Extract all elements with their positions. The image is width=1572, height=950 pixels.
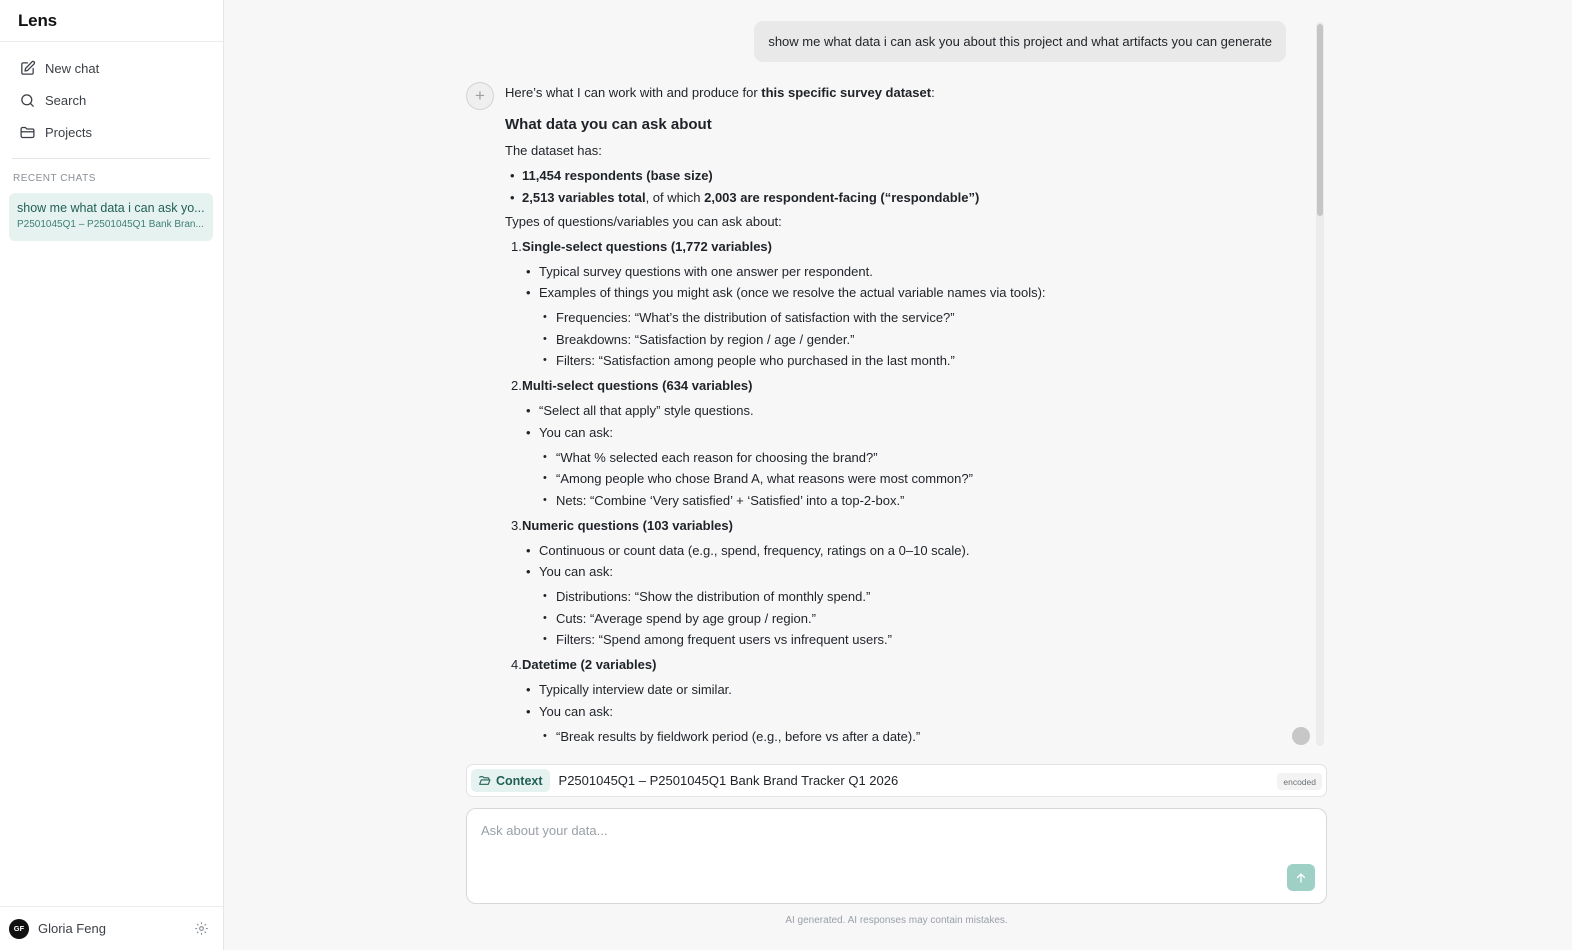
question-type-title: Multi-select questions (634 variables) — [522, 378, 753, 393]
example-item: • Distributions: “Show the distribution of monthly spend.” — [539, 588, 1295, 605]
context-chip[interactable] — [471, 769, 550, 792]
question-type-bullets — [505, 542, 1295, 649]
bullet-text: “Select all that apply” style questions. — [539, 403, 754, 418]
list-number: 4. — [511, 657, 522, 672]
gear-icon[interactable] — [194, 921, 209, 936]
example-item: • Breakdowns: “Satisfaction by region / age / gender.” — [539, 331, 1295, 348]
list-number: 1. — [511, 238, 522, 254]
status-badge: encoded — [1277, 773, 1322, 790]
recent-chats-heading: RECENT CHATS — [13, 173, 96, 184]
question-type-heading — [505, 377, 1295, 394]
answer-heading: What data you can ask about — [505, 116, 712, 133]
question-type-item — [505, 377, 1295, 509]
question-type-item — [505, 656, 1295, 745]
bullet-text: Typical survey questions with one answer per respondent. — [539, 263, 873, 279]
list-item — [522, 424, 1295, 509]
plus-icon: + — [475, 86, 485, 105]
question-type-heading — [505, 238, 1295, 255]
fact-bold: 2,513 variables total — [522, 189, 646, 205]
answer-intro — [505, 84, 1295, 101]
fact-bold: 11,454 respondents (base size) — [522, 168, 713, 183]
user-name: Gloria Feng — [38, 921, 106, 936]
context-label: Context — [496, 773, 543, 788]
recent-chat-title: show me what data i can ask yo... — [17, 201, 205, 215]
arrow-up-icon — [1295, 872, 1307, 884]
intro-text: Here’s what I can work with and produce for — [505, 85, 762, 100]
bullet-text: Examples of things you might ask (once we resolve the actual variable names via tools): — [539, 285, 1046, 300]
question-type-heading — [505, 656, 1295, 673]
recent-chat-item[interactable] — [9, 193, 213, 241]
types-list — [505, 238, 1295, 745]
user-bar — [0, 906, 223, 950]
send-button[interactable] — [1287, 864, 1315, 891]
app-logo: Lens — [18, 11, 57, 30]
new-chat-button[interactable] — [10, 54, 214, 82]
disclaimer: AI generated. AI responses may contain mistakes. — [785, 915, 1008, 926]
sidebar — [0, 0, 224, 950]
recent-chat-subtitle: P2501045Q1 – P2501045Q1 Bank Bran... — [17, 219, 204, 230]
question-type-title: Single-select questions (1,772 variables) — [522, 238, 772, 254]
list-item — [505, 167, 1295, 184]
question-type-title: Numeric questions (103 variables) — [522, 517, 733, 533]
search-button[interactable] — [10, 86, 214, 114]
fact-bold: 2,003 are respondent-facing (“respondable”) — [704, 189, 980, 205]
bullet-text: You can ask: — [539, 564, 613, 579]
question-type-item — [505, 238, 1295, 370]
example-item: • “Break results by fieldwork period (e.g., before vs after a date).” — [539, 728, 1295, 745]
list-number: 3. — [511, 517, 522, 533]
search-label: Search — [45, 92, 87, 108]
divider — [12, 158, 210, 159]
question-type-bullets — [505, 681, 1295, 745]
bullet-text: Typically interview date or similar. — [539, 682, 732, 697]
example-item: • Filters: “Spend among frequent users vs infrequent users.” — [539, 631, 1295, 648]
dataset-has: The dataset has: — [505, 143, 602, 158]
chat-scroll-area — [224, 0, 1572, 748]
question-type-bullets — [505, 263, 1295, 370]
list-item — [522, 263, 1295, 280]
assistant-message — [505, 84, 1295, 748]
bullet-text: You can ask: — [539, 703, 613, 719]
folder-icon — [19, 124, 36, 141]
folder-open-icon — [478, 774, 491, 787]
list-item — [505, 189, 1295, 206]
list-number: 2. — [511, 378, 522, 393]
avatar[interactable]: GF — [9, 919, 29, 939]
context-project-name: P2501045Q1 – P2501045Q1 Bank Brand Tracker Q1 2026 — [558, 773, 899, 788]
intro-punct: : — [931, 85, 935, 100]
bullet-text: Continuous or count data (e.g., spend, frequency, ratings on a 0–10 scale). — [539, 542, 970, 558]
list-item — [522, 402, 1295, 419]
divider — [0, 41, 223, 42]
example-item: • Cuts: “Average spend by age group / region.” — [539, 610, 1295, 627]
example-item: • “What % selected each reason for choosing the brand?” — [539, 449, 1295, 466]
example-list — [539, 728, 1295, 745]
fact-text: , of which — [645, 189, 705, 205]
types-intro: Types of questions/variables you can ask about: — [505, 213, 782, 229]
list-item — [522, 681, 1295, 698]
scrollbar-thumb[interactable] — [1317, 24, 1323, 216]
user-message: show me what data i can ask you about this project and what artifacts you can generate — [754, 21, 1286, 62]
composer — [466, 808, 1327, 904]
question-type-item — [505, 517, 1295, 649]
context-bar — [466, 764, 1327, 797]
bullet-text: You can ask: — [539, 424, 613, 440]
dataset-facts — [505, 167, 1295, 206]
example-item: • Frequencies: “What’s the distribution of satisfaction with the service?” — [539, 309, 1295, 326]
main-panel — [224, 0, 1572, 950]
new-chat-icon — [19, 60, 36, 77]
example-list — [539, 449, 1295, 509]
projects-button[interactable] — [10, 118, 214, 146]
example-list — [539, 588, 1295, 648]
chat-input[interactable] — [468, 810, 1258, 870]
list-item — [522, 542, 1295, 559]
list-item — [522, 563, 1295, 648]
search-icon — [19, 92, 36, 109]
example-list — [539, 309, 1295, 369]
intro-emphasis: this specific survey dataset — [761, 85, 932, 100]
scroll-to-bottom-button[interactable] — [1292, 727, 1310, 745]
projects-label: Projects — [45, 124, 92, 140]
list-item — [522, 703, 1295, 745]
example-item: • Nets: “Combine ‘Very satisfied’ + ‘Satisfied’ into a top-2-box.” — [539, 492, 1295, 509]
example-item: • “Among people who chose Brand A, what reasons were most common?” — [539, 470, 1295, 487]
example-item: • Filters: “Satisfaction among people who purchased in the last month.” — [539, 352, 1295, 369]
question-type-heading — [505, 517, 1295, 534]
assistant-avatar — [466, 82, 494, 110]
question-type-bullets — [505, 402, 1295, 509]
question-type-title: Datetime (2 variables) — [522, 657, 657, 672]
new-chat-label: New chat — [45, 60, 100, 76]
list-item — [522, 284, 1295, 369]
